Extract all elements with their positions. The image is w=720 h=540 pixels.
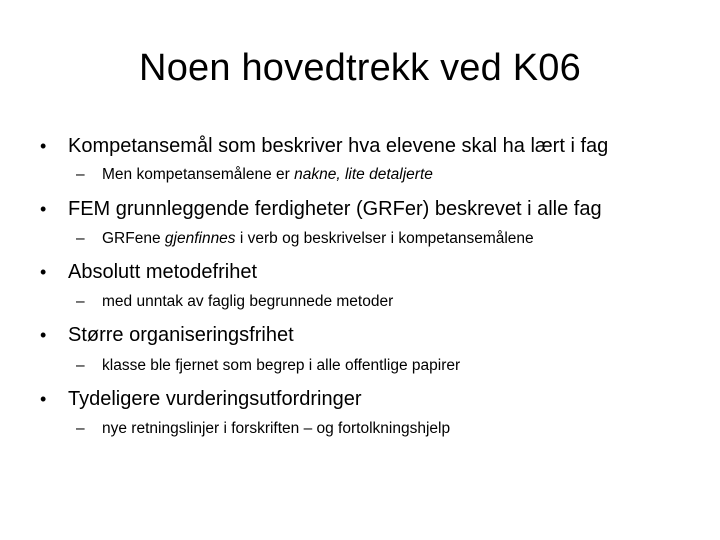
bullet-item [40,259,700,285]
sub-bullet-text: Men kompetansemålene er [102,166,295,183]
slide-title: Noen hovedtrekk ved K06 [139,47,581,89]
sub-bullet-mark: – [76,420,85,437]
sub-bullet-item [76,165,706,185]
bullet-text: Kompetansemål som beskriver hva elevene skal ha lært i fag [68,135,609,157]
bullet-item [40,322,700,348]
sub-bullet-item [76,229,706,249]
bullet-mark: • [40,136,47,156]
bullet-item [40,386,700,412]
bullet-mark: • [40,325,47,345]
bullet-mark: • [40,199,47,219]
sub-bullet-item [76,419,706,439]
sub-bullet-mark: – [76,166,85,183]
sub-bullet-text: klasse ble fjernet som begrep i alle offentlige papirer [102,357,461,374]
bullet-text: Absolutt metodefrihet [68,261,257,283]
bullet-text: Større organiseringsfrihet [68,324,294,346]
sub-bullet-text: GRFene [102,230,165,247]
sub-bullet-emphasis: gjenfinnes [164,230,236,247]
sub-bullet-item [76,356,706,376]
sub-bullet-mark: – [76,357,85,374]
bullet-item [40,196,700,222]
sub-bullet-mark: – [76,230,85,247]
bullet-mark: • [40,262,47,282]
sub-bullet-text: nye retningslinjer i forskriften – og fortolkningshjelp [102,420,451,437]
sub-bullet-text: med unntak av faglig begrunnede metoder [102,293,394,310]
sub-bullet-text-after: i verb og beskrivelser i kompetansemålene [235,230,534,247]
sub-bullet-mark: – [76,293,85,310]
bullet-item [40,133,700,159]
bullet-mark: • [40,389,47,409]
bullet-text: FEM grunnleggende ferdigheter (GRFer) beskrevet i alle fag [68,198,602,220]
bullet-text: Tydeligere vurderingsutfordringer [68,388,362,410]
sub-bullet-emphasis: nakne, lite detaljerte [294,166,433,183]
sub-bullet-item [76,292,706,312]
